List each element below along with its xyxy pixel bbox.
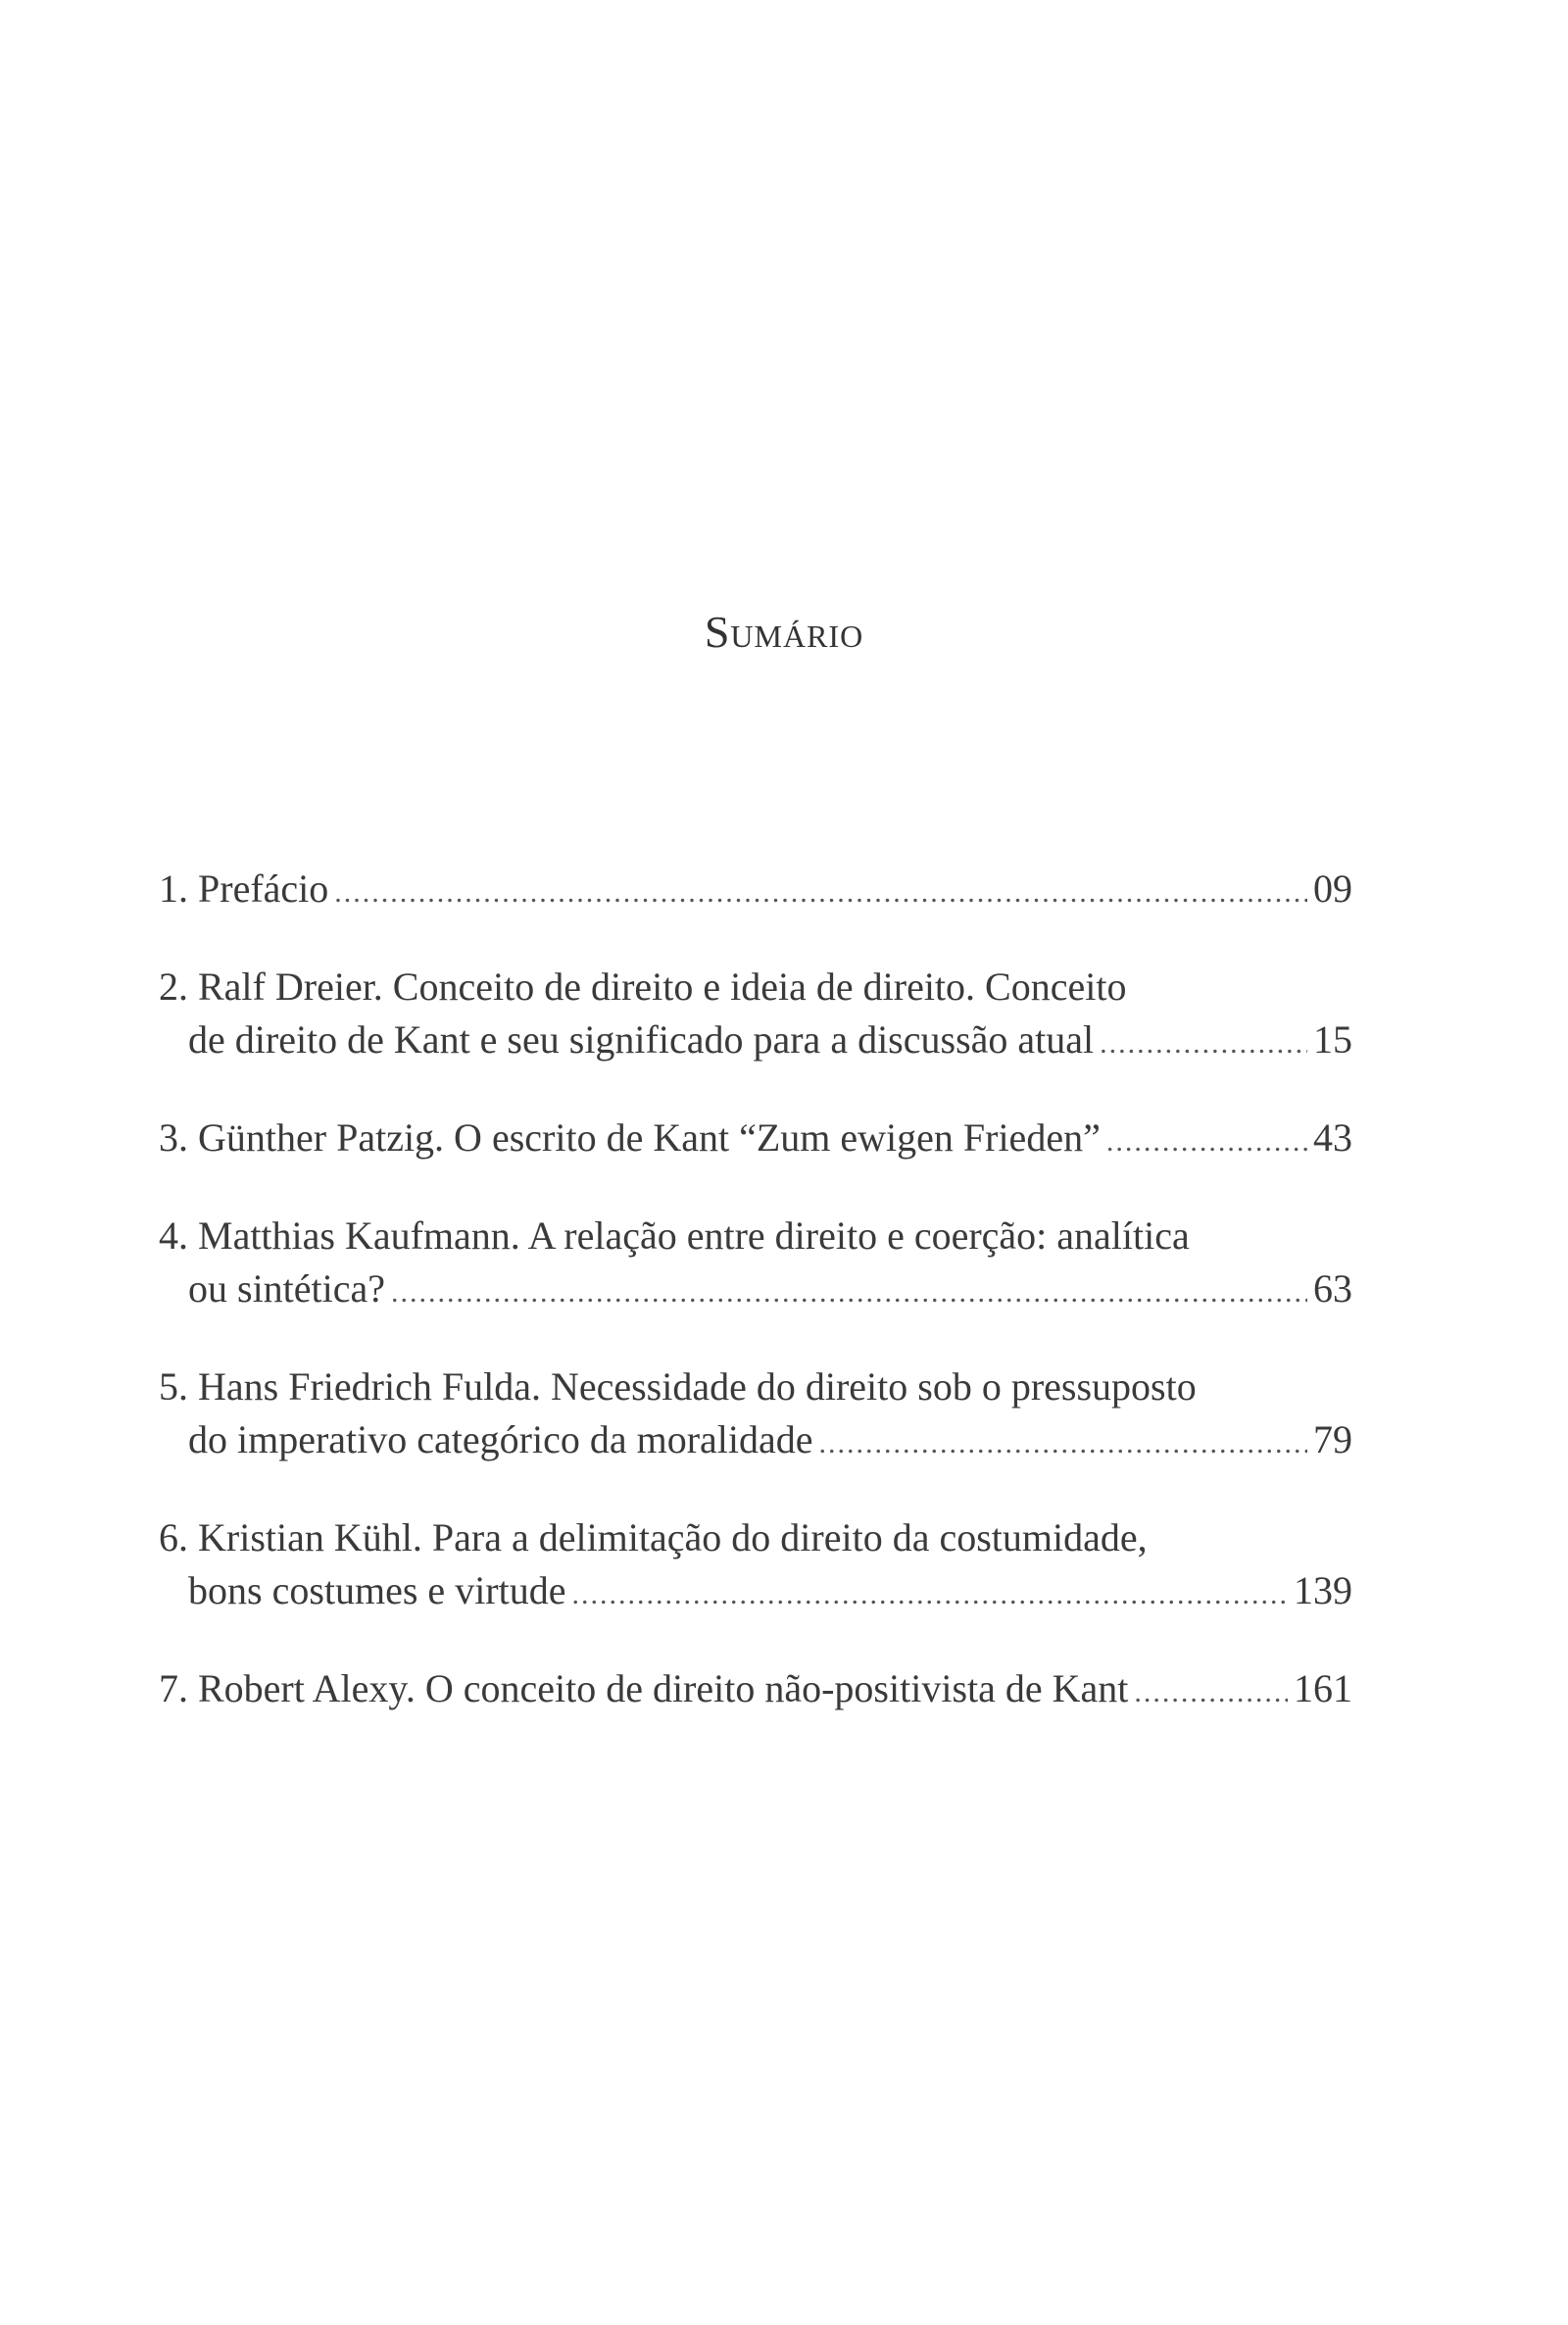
page-title: Sumário	[704, 607, 864, 657]
toc-entry-title-continued: bons costumes e virtude	[188, 1568, 566, 1612]
toc-entry-title: 6. Kristian Kühl. Para a delimitação do direito da costumidade,	[159, 1515, 1148, 1559]
toc-page-number: 43	[1313, 1115, 1352, 1160]
toc-entry-2	[159, 961, 1352, 1070]
toc-page-number: 63	[1313, 1266, 1352, 1311]
dot-leader	[334, 866, 1307, 919]
table-of-contents	[159, 863, 1352, 1760]
toc-line	[159, 1014, 1352, 1070]
toc-entry-title-continued: do imperativo categórico da moralidade	[188, 1417, 813, 1461]
dot-leader	[572, 1568, 1289, 1621]
toc-line	[159, 863, 1352, 919]
toc-page-number: 15	[1313, 1017, 1352, 1062]
dot-leader	[1106, 1115, 1307, 1168]
toc-line	[159, 1210, 1352, 1262]
toc-line	[159, 1662, 1352, 1719]
toc-entry-4	[159, 1210, 1352, 1319]
toc-entry-3	[159, 1112, 1352, 1168]
toc-page-number: 09	[1313, 866, 1352, 911]
toc-entry-title: 4. Matthias Kaufmann. A relação entre direito e coerção: analítica	[159, 1213, 1190, 1258]
toc-entry-title: 1. Prefácio	[159, 866, 329, 911]
toc-entry-title: 7. Robert Alexy. O conceito de direito não-positivista de Kant	[159, 1666, 1129, 1710]
toc-line	[159, 1360, 1352, 1413]
dot-leader	[1134, 1666, 1288, 1719]
toc-entry-title: 2. Ralf Dreier. Conceito de direito e ideia de direito. Conceito	[159, 965, 1127, 1009]
toc-entry-title: 3. Günther Patzig. O escrito de Kant “Zum ewigen Frieden”	[159, 1115, 1101, 1160]
toc-entry-title-continued: de direito de Kant e seu significado para a discussão atual	[188, 1017, 1095, 1062]
toc-line	[159, 1511, 1352, 1564]
toc-entry-title: 5. Hans Friedrich Fulda. Necessidade do direito sob o pressuposto	[159, 1364, 1197, 1409]
toc-page-number: 139	[1294, 1568, 1352, 1612]
toc-page-number: 161	[1294, 1666, 1352, 1710]
toc-line	[159, 1564, 1352, 1621]
toc-line	[159, 1413, 1352, 1470]
toc-page-number: 79	[1313, 1417, 1352, 1461]
dot-leader	[391, 1266, 1307, 1319]
toc-entry-5	[159, 1360, 1352, 1470]
dot-leader	[1100, 1017, 1307, 1070]
toc-line	[159, 1262, 1352, 1319]
toc-entry-6	[159, 1511, 1352, 1621]
toc-line	[159, 1112, 1352, 1168]
toc-entry-1	[159, 863, 1352, 919]
toc-entry-7	[159, 1662, 1352, 1719]
dot-leader	[819, 1417, 1307, 1470]
toc-entry-title-continued: ou sintética?	[188, 1266, 386, 1311]
toc-line	[159, 961, 1352, 1014]
